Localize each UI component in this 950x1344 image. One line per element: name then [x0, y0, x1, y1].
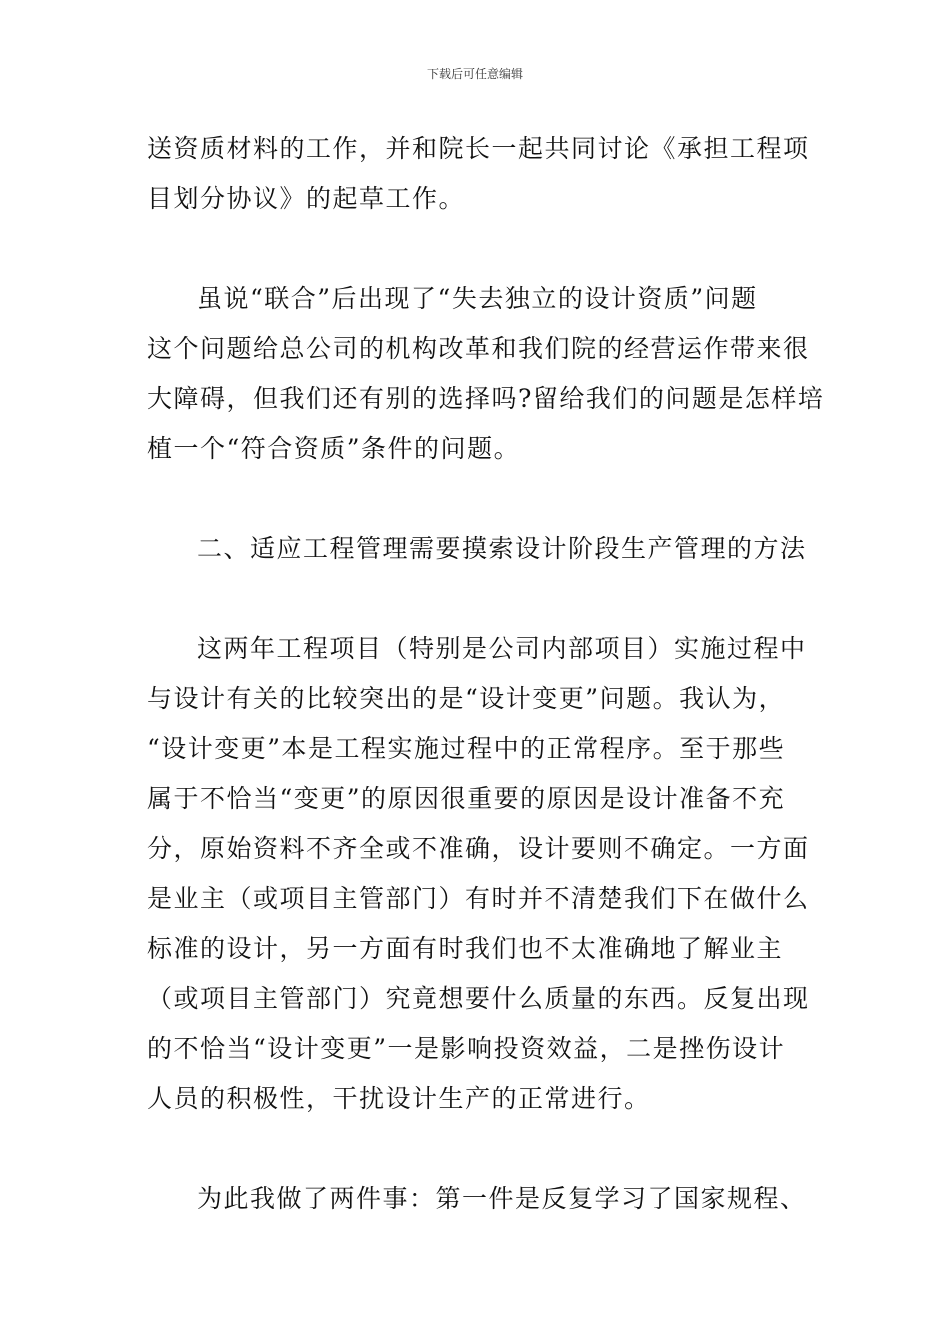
paragraph-line: 的不恰当“设计变更”一是影响投资效益，二是挫伤设计	[147, 1034, 786, 1063]
paragraph-line: 虽说“联合”后出现了“失去独立的设计资质”问题	[197, 284, 758, 313]
paragraph-line: 这两年工程项目（特别是公司内部项目）实施过程中	[197, 634, 807, 663]
paragraph-line: 属于不恰当“变更”的原因很重要的原因是设计准备不充	[147, 784, 786, 813]
paragraph-line: 这个问题给总公司的机构改革和我们院的经营运作带来很	[147, 334, 810, 363]
page-header-note: 下载后可任意编辑	[426, 67, 523, 81]
paragraph-line: 大障碍，但我们还有别的选择吗?留给我们的问题是怎样培	[147, 384, 825, 413]
paragraph-line: 为此我做了两件事：第一件是反复学习了国家规程、	[197, 1184, 807, 1213]
paragraph-line: 植一个“符合资质”条件的问题。	[147, 434, 521, 463]
paragraph-line: 标准的设计，另一方面有时我们也不太准确地了解业主	[147, 934, 784, 963]
paragraph-line: 是业主（或项目主管部门）有时并不清楚我们下在做什么	[147, 884, 810, 913]
paragraph-line: 人员的积极性，干扰设计生产的正常进行。	[147, 1084, 651, 1113]
section-heading-text: 二、适应工程管理需要摸索设计阶段生产管理的方法	[197, 534, 807, 563]
paragraph-2	[147, 274, 825, 474]
paragraph-line: （或项目主管部门）究竟想要什么质量的东西。反复出现	[147, 984, 810, 1013]
paragraph-4	[147, 1174, 807, 1224]
paragraph-line: 送资质材料的工作，并和院长一起共同讨论《承担工程项	[147, 134, 810, 163]
section-heading	[147, 524, 807, 574]
paragraph-line: 分，原始资料不齐全或不准确，设计要则不确定。一方面	[147, 834, 810, 863]
paragraph-line: 与设计有关的比较突出的是“设计变更”问题。我认为，	[147, 684, 786, 713]
paragraph-line: “设计变更”本是工程实施过程中的正常程序。至于那些	[147, 734, 786, 763]
paragraph-line: 目划分协议》的起草工作。	[147, 184, 466, 213]
paragraph-3	[147, 624, 810, 1124]
document-body	[147, 124, 825, 1224]
paragraph-1	[147, 124, 810, 224]
